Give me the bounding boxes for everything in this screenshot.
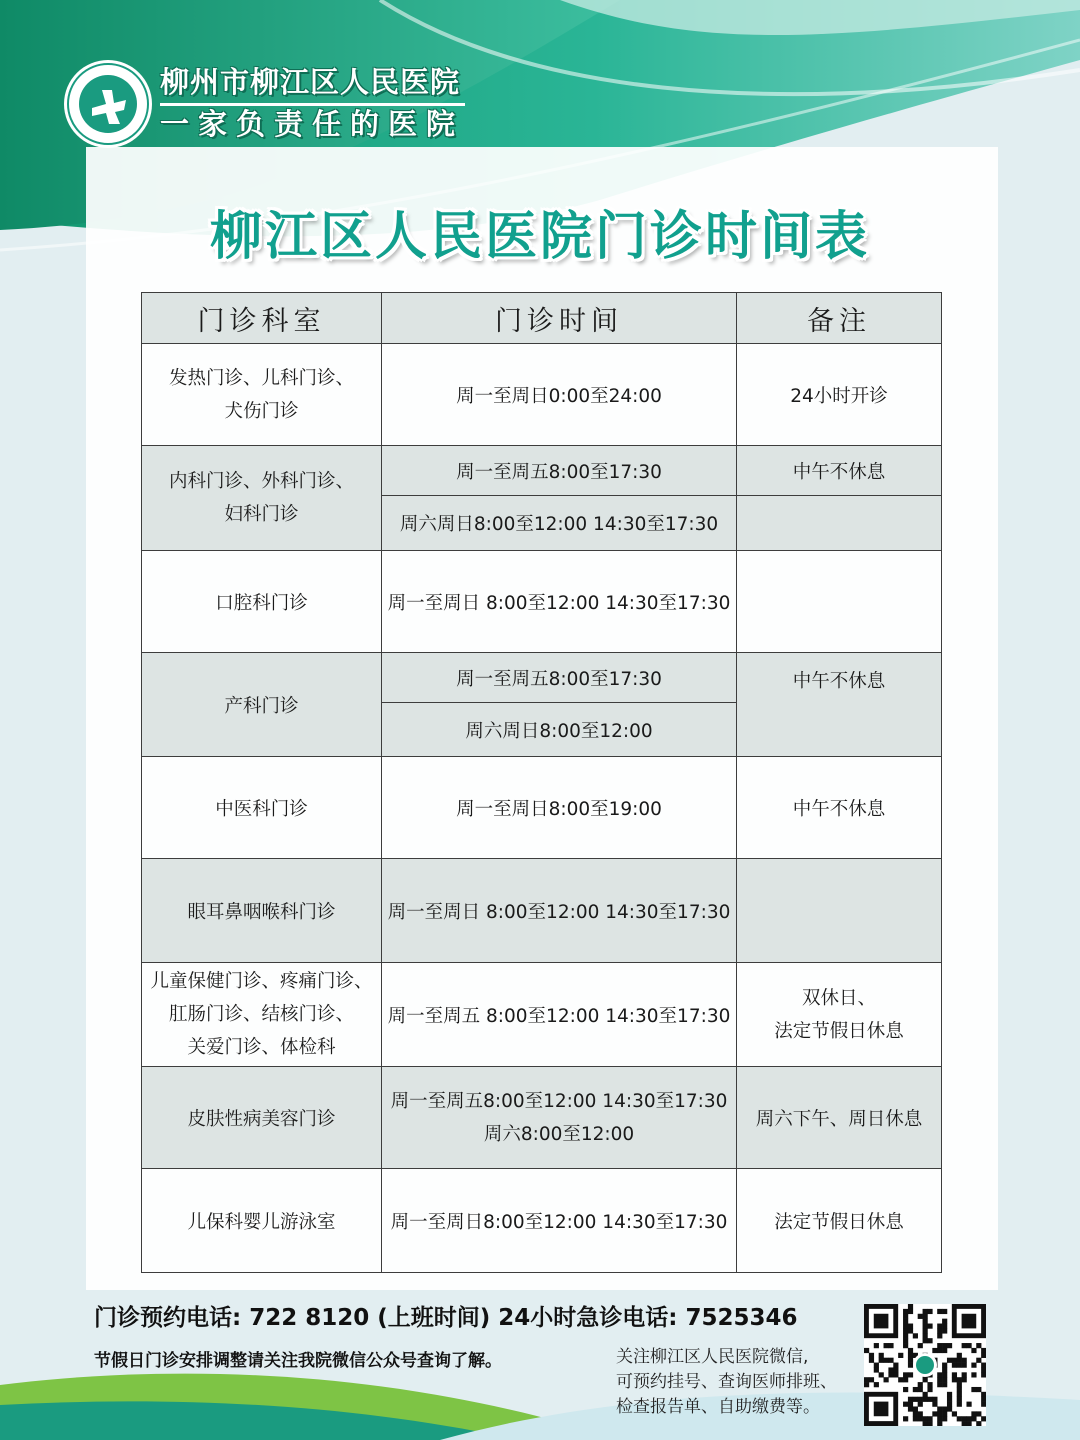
dept-line: 关爱门诊、体检科 bbox=[187, 1037, 336, 1058]
note-cell bbox=[737, 963, 942, 1067]
time-cell: 周一至周五 8:00至12:00 14:30至17:30 bbox=[382, 963, 737, 1067]
dept-cell bbox=[142, 446, 382, 551]
dept-line: 犬伤门诊 bbox=[224, 400, 299, 422]
qr-code-icon bbox=[864, 1304, 986, 1426]
note-cell: 法定节假日休息 bbox=[737, 1169, 942, 1273]
follow-line: 可预约挂号、查询医师排班、 bbox=[616, 1372, 837, 1392]
page-title: 柳江区人民医院门诊时间表 bbox=[209, 207, 870, 267]
time-cell: 周一至周日8:00至12:00 14:30至17:30 bbox=[382, 1169, 737, 1273]
table-row bbox=[142, 963, 942, 1067]
time-line: 周六8:00至12:00 bbox=[483, 1123, 635, 1145]
header-note: 备注 bbox=[737, 293, 942, 344]
hospital-name: 柳州市柳江区人民医院 bbox=[160, 65, 461, 99]
table-row bbox=[142, 344, 942, 446]
time-cell: 周一至周日0:00至24:00 bbox=[382, 344, 737, 446]
dept-cell bbox=[142, 344, 382, 446]
dept-line: 妇科门诊 bbox=[224, 504, 299, 525]
dept-cell: 产科门诊 bbox=[142, 653, 382, 757]
holiday-notice: 节假日门诊安排调整请关注我院微信公众号查询了解。 bbox=[94, 1351, 502, 1371]
dept-cell: 中医科门诊 bbox=[142, 757, 382, 859]
note-cell: 24小时开诊 bbox=[737, 344, 942, 446]
dept-line: 儿童保健门诊、疼痛门诊、 bbox=[150, 971, 373, 992]
dept-cell: 儿保科婴儿游泳室 bbox=[142, 1169, 382, 1273]
note-cell bbox=[737, 496, 942, 551]
time-line: 周一至周五8:00至12:00 14:30至17:30 bbox=[390, 1090, 728, 1112]
hospital-logo bbox=[62, 58, 154, 150]
dept-cell bbox=[142, 963, 382, 1067]
dept-line: 肛肠门诊、结核门诊、 bbox=[168, 1004, 354, 1025]
logo-divider bbox=[160, 103, 465, 106]
note-cell bbox=[737, 551, 942, 653]
follow-line: 关注柳江区人民医院微信, bbox=[616, 1347, 809, 1367]
dept-line: 发热门诊、儿科门诊、 bbox=[168, 367, 354, 389]
note-cell: 中午不休息 bbox=[737, 757, 942, 859]
appointment-phone: 门诊预约电话: 722 8120 (上班时间) 24小时急诊电话: 7525346 bbox=[94, 1305, 798, 1331]
schedule-table bbox=[141, 292, 942, 1273]
dept-cell: 口腔科门诊 bbox=[142, 551, 382, 653]
dept-line: 内科门诊、外科门诊、 bbox=[168, 471, 354, 492]
time-cell: 周六周日8:00至12:00 14:30至17:30 bbox=[382, 496, 737, 551]
wechat-follow-text bbox=[616, 1345, 837, 1420]
table-header-row bbox=[142, 293, 942, 344]
wechat-qr-code[interactable] bbox=[864, 1304, 986, 1426]
note-line: 法定节假日休息 bbox=[774, 1020, 904, 1042]
note-cell: 周六下午、周日休息 bbox=[737, 1067, 942, 1169]
time-cell: 周一至周五8:00至17:30 bbox=[382, 446, 737, 496]
time-cell: 周一至周日 8:00至12:00 14:30至17:30 bbox=[382, 859, 737, 963]
dept-cell: 眼耳鼻咽喉科门诊 bbox=[142, 859, 382, 963]
header-time: 门诊时间 bbox=[382, 293, 737, 344]
follow-line: 检查报告单、自助缴费等。 bbox=[616, 1397, 820, 1417]
table-row bbox=[142, 446, 942, 496]
time-cell: 周一至周五8:00至17:30 bbox=[382, 653, 737, 703]
note-text: 中午不休息 bbox=[792, 671, 886, 692]
note-cell bbox=[737, 859, 942, 963]
time-cell: 周一至周日8:00至19:00 bbox=[382, 757, 737, 859]
table-row bbox=[142, 1067, 942, 1169]
note-line: 双休日、 bbox=[801, 987, 876, 1009]
table-row bbox=[142, 1169, 942, 1273]
hospital-emblem-icon bbox=[62, 58, 154, 150]
header-department: 门诊科室 bbox=[142, 293, 382, 344]
note-cell: 中午不休息 bbox=[737, 446, 942, 496]
dept-cell: 皮肤性病美容门诊 bbox=[142, 1067, 382, 1169]
table-row bbox=[142, 757, 942, 859]
table-row bbox=[142, 551, 942, 653]
table-row bbox=[142, 653, 942, 703]
time-cell: 周六周日8:00至12:00 bbox=[382, 703, 737, 757]
hospital-slogan: 一家负责任的医院 bbox=[160, 107, 465, 141]
table-row bbox=[142, 859, 942, 963]
time-cell: 周一至周日 8:00至12:00 14:30至17:30 bbox=[382, 551, 737, 653]
time-cell bbox=[382, 1067, 737, 1169]
note-cell bbox=[737, 653, 942, 757]
